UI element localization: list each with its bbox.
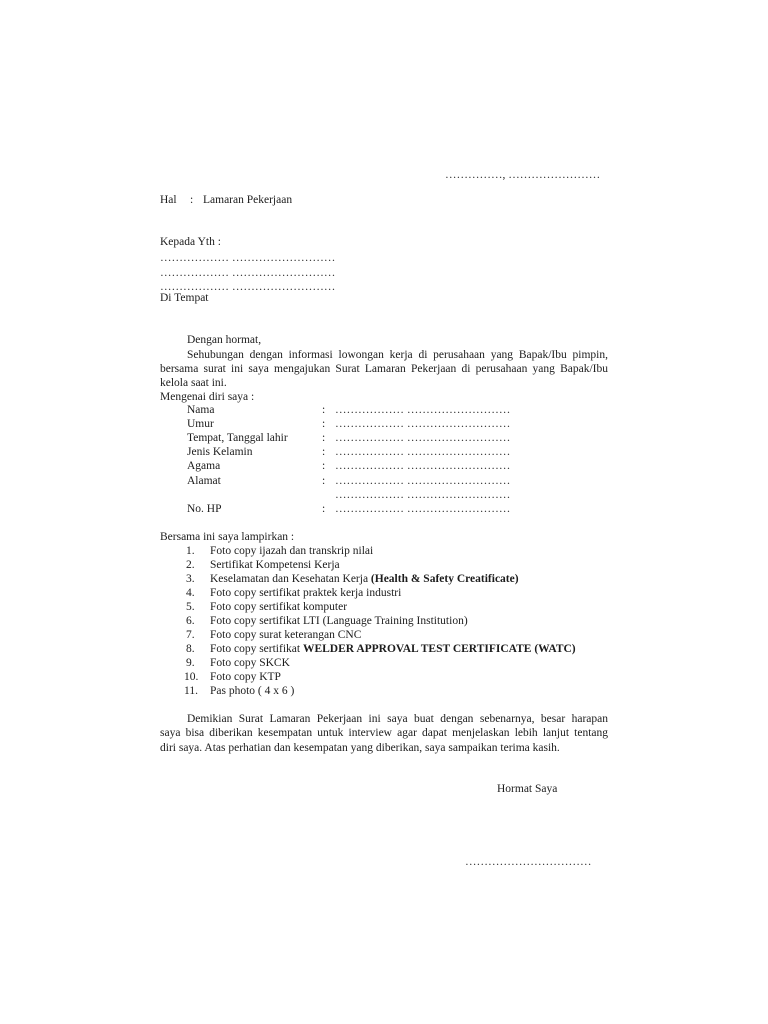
item-number: 9. (186, 657, 195, 669)
subject-colon: : (190, 194, 194, 206)
personal-field-row (187, 431, 517, 445)
attachment-item (186, 656, 586, 670)
subject-label: Hal (160, 194, 177, 206)
salutation: Dengan hormat, (187, 334, 262, 346)
paragraph-line: Sehubungan dengan informasi lowongan kerja di perusahaan yang Bapak/Ibu pimpin, (187, 349, 608, 361)
personal-field-row (187, 474, 517, 488)
field-value: ……………… ……………………… (335, 503, 511, 515)
personal-heading: Mengenai diri saya : (160, 391, 255, 403)
item-number: 11. (184, 685, 198, 697)
item-number: 7. (186, 629, 195, 641)
personal-field-row (187, 459, 517, 473)
field-value: ……………… ……………………… (335, 489, 511, 501)
subject-line (160, 193, 360, 207)
field-label: Nama (187, 404, 215, 416)
field-value: ……………… ……………………… (335, 432, 511, 444)
item-text: Pas photo ( 4 x 6 ) (210, 685, 295, 697)
recipient-place: Di Tempat (160, 292, 209, 304)
item-text: Foto copy surat keterangan CNC (210, 629, 362, 641)
item-bold-text: (Health & Safety Creatificate) (370, 573, 519, 585)
attachment-item (186, 614, 586, 628)
recipient-line: ……………… ……………………… (160, 267, 336, 279)
item-number: 1. (186, 545, 195, 557)
item-number: 8. (186, 643, 195, 655)
item-text: Foto copy sertifikat LTI (Language Training Institution) (210, 615, 468, 627)
attachment-item (186, 600, 586, 614)
field-value: ……………… ……………………… (335, 460, 511, 472)
paragraph-line: bersama surat ini saya mengajukan Surat Lamaran Pekerjaan di perusahaan yang Bapak/Ibu (160, 363, 608, 375)
field-colon: : (322, 432, 326, 444)
attachment-item (186, 558, 586, 572)
field-label: Umur (187, 418, 214, 430)
personal-field-row (187, 445, 517, 459)
item-text: Foto copy sertifikat praktek kerja industri (210, 587, 402, 599)
field-colon: : (322, 503, 326, 515)
item-text: Foto copy KTP (210, 671, 281, 683)
attachments-heading: Bersama ini saya lampirkan : (160, 531, 295, 543)
personal-field-row (187, 417, 517, 431)
recipient-line: ……………… ……………………… (160, 252, 336, 264)
item-text: Foto copy sertifikat komputer (210, 601, 348, 613)
field-label: No. HP (187, 503, 222, 515)
field-colon: : (322, 418, 326, 430)
attachment-item (186, 642, 586, 656)
item-bold-text: WELDER APPROVAL TEST CERTIFICATE (WATC) (302, 643, 576, 655)
attachment-item (186, 628, 586, 642)
item-number: 4. (186, 587, 195, 599)
field-value: ……………… ……………………… (335, 418, 511, 430)
item-number: 5. (186, 601, 195, 613)
personal-field-row (187, 502, 517, 516)
paragraph-line: Demikian Surat Lamaran Pekerjaan ini saya buat dengan sebenarnya, besar harapan (187, 713, 608, 725)
recipient-line: ……………… ……………………… (160, 281, 336, 293)
item-text: Foto copy sertifikat (210, 643, 303, 655)
attachment-item (186, 544, 586, 558)
field-label: Jenis Kelamin (187, 446, 253, 458)
sign-off: Hormat Saya (497, 783, 558, 795)
signature-line: …………………………… (465, 856, 592, 868)
subject-value: Lamaran Pekerjaan (203, 194, 293, 206)
field-value: ……………… ……………………… (335, 446, 511, 458)
item-text: Keselamatan dan Kesehatan Kerja (210, 573, 371, 585)
field-colon: : (322, 404, 326, 416)
item-number: 6. (186, 615, 195, 627)
field-colon: : (322, 446, 326, 458)
attachment-item (186, 572, 586, 586)
paragraph-line: kelola saat ini. (160, 377, 227, 389)
item-number: 2. (186, 559, 195, 571)
attachment-item (184, 684, 584, 698)
item-number: 3. (186, 573, 195, 585)
paragraph-line: diri saya. Atas perhatian dan kesempatan yang diberikan, saya sampaikan terima kasih. (160, 742, 560, 754)
paragraph-line: saya bisa diberikan kesempatan untuk interview agar dapat menjelaskan lebih lanjut tentang (160, 727, 608, 739)
field-value: ……………… ……………………… (335, 404, 511, 416)
recipient-heading: Kepada Yth : (160, 236, 221, 248)
field-colon: : (322, 475, 326, 487)
personal-field-row (187, 403, 517, 417)
field-label: Agama (187, 460, 221, 472)
field-label: Tempat, Tanggal lahir (187, 432, 288, 444)
personal-field-row (187, 488, 517, 502)
item-text: Foto copy SKCK (210, 657, 290, 669)
item-number: 10. (184, 671, 199, 683)
item-text: Sertifikat Kompetensi Kerja (210, 559, 340, 571)
field-value: ……………… ……………………… (335, 475, 511, 487)
attachment-item (186, 586, 586, 600)
field-label: Alamat (187, 475, 221, 487)
item-text: Foto copy ijazah dan transkrip nilai (210, 545, 374, 557)
field-colon: : (322, 460, 326, 472)
date-placeholder: ……………, …………………… (445, 169, 601, 181)
attachment-item (184, 670, 584, 684)
